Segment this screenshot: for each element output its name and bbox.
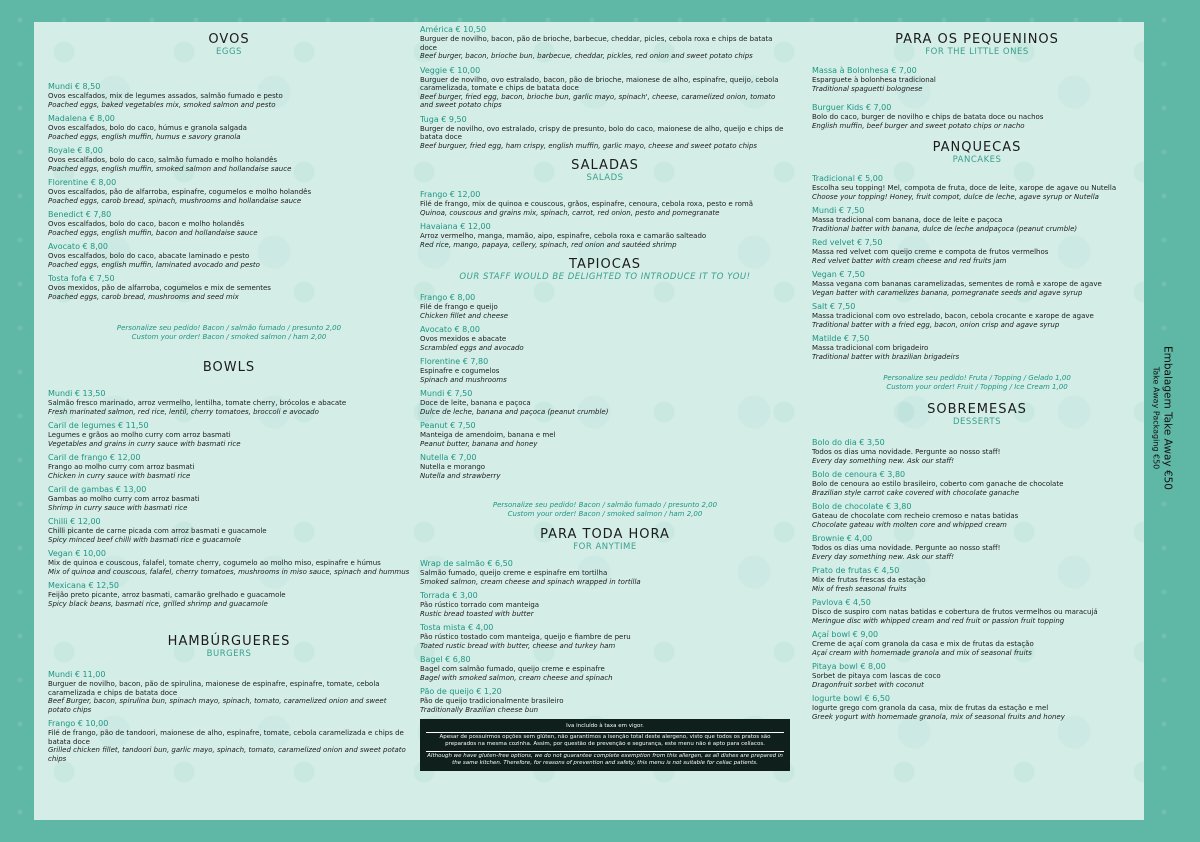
section-title: BOWLS <box>202 360 256 375</box>
item-name: Bagel € 6,80 <box>420 655 471 664</box>
section-burgers <box>48 634 410 763</box>
item-description: Bolo do caco, burger de novilho e chips de batata doce ou nachos <box>812 113 1044 121</box>
menu-item <box>48 389 410 416</box>
item-description-en: Fresh marinated salmon, red rice, lentil, cherry tomatoes, broccoli e avocado <box>48 407 319 416</box>
item-description-en: Every day something new. Ask our staff! <box>812 456 955 465</box>
item-description-en: Vegetables and grains in curry sauce with basmati rice <box>48 439 241 448</box>
item-name: Frango € 12,00 <box>420 190 481 199</box>
item-description-en: Meringue disc with whipped cream and red fruit or passion fruit topping <box>812 616 1065 625</box>
menu-item <box>812 566 1142 593</box>
item-description-en: Choose your topping! Honey, fruit compot, dulce de leche, agave syrup or Nutella <box>812 192 1099 201</box>
item-description-en: Bagel with smoked salmon, cream cheese and spinach <box>420 673 613 682</box>
menu-item <box>48 670 410 714</box>
column-left <box>48 32 410 768</box>
item-name: Red velvet € 7,50 <box>812 238 883 247</box>
item-description: Legumes e grãos ao molho curry com arroz basmati <box>48 431 231 439</box>
menu-item <box>420 591 790 618</box>
item-description-en: Toated rustic bread with butter, cheese and turkey ham <box>420 641 616 650</box>
item-description-en: Vegan batter with caramelizes banana, pomegranate seeds and agave syrup <box>812 288 1083 297</box>
item-description: Ovos escalfados, bolo do caco, salmão fumado e molho holandês <box>48 156 278 164</box>
section-burgers-cont <box>420 25 790 150</box>
item-description-en: Shrimp in curry sauce with basmati rice <box>48 503 188 512</box>
item-description-en: Smoked salmon, cream cheese and spinach wrapped in tortilla <box>420 577 641 586</box>
item-description: Manteiga de amendoim, banana e mel <box>420 431 556 439</box>
menu-item <box>812 206 1142 233</box>
item-name: Massa à Bolonhesa € 7,00 <box>812 66 917 75</box>
item-description: Burguer de novilho, bacon, pão de spirulina, maionese de espinafre, espinafre, tomate, cebola caramelizada e chips de batata doce <box>48 680 380 697</box>
item-description: Feijão preto picante, arroz basmati, camarão grelhado e guacamole <box>48 591 286 599</box>
item-name: Avocato € 8,00 <box>48 242 108 251</box>
item-name: Salt € 7,50 <box>812 302 856 311</box>
item-name: Vegan € 10,00 <box>48 549 106 558</box>
item-description-en: Grilled chicken fillet, tandoori bun, garlic mayo, spinach, tomato, caramelized onion and sweet potato chips <box>48 746 406 763</box>
item-name: Benedict € 7,80 <box>48 210 112 219</box>
item-description-en: Chocolate gateau with molten core and whipped cream <box>812 520 1007 529</box>
item-name: Açaí bowl € 9,00 <box>812 630 879 639</box>
item-description-en: Açaí cream with homemade granola and mix of seasonal fruits <box>812 648 1032 657</box>
item-description: Massa tradicional com brigadeiro <box>812 344 929 352</box>
item-description: Gambas ao molho curry com arroz basmati <box>48 495 200 503</box>
item-description: Salmão fresco marinado, arroz vermelho, lentilha, tomate cherry, brócolos e abacate <box>48 399 347 407</box>
item-description: Burguer de novilho, bacon, pão de brioche, barbecue, cheddar, picles, cebola roxa e chips de batata doce <box>420 35 773 52</box>
item-description-en: Beef burger, fried egg, bacon, brioche bun, garlic mayo, spinach', cheese, caramelized onion, tomato and sweet potato chips <box>420 92 776 109</box>
item-description-en: Peanut butter, banana and honey <box>420 439 538 448</box>
menu-item <box>812 534 1142 561</box>
menu-item <box>48 485 410 512</box>
item-description: Creme de açaí com granola da casa e mix de frutas da estação <box>812 640 1034 648</box>
section-subtitle: BURGERS <box>206 649 252 659</box>
menu-item <box>812 630 1142 657</box>
menu-item <box>48 517 410 544</box>
item-name: Chilli € 12,00 <box>48 517 101 526</box>
item-description: Ovos escalfados, bolo do caco, abacate laminado e pesto <box>48 252 250 260</box>
menu-item <box>812 334 1142 361</box>
item-name: Florentine € 8,00 <box>48 178 117 187</box>
item-description-en: Beef Burger, bacon, spirulina bun, spinach mayo, spinach, tomato, caramelized onion and sweet potato chips <box>48 697 387 714</box>
menu-item <box>48 146 410 173</box>
item-name: Bolo do dia € 3,50 <box>812 438 885 447</box>
item-description: Burguer de novilho, ovo estralado, bacon, pão de brioche, maionese de alho, espinafre, queijo, cebola caramelizada, tomate e chips de batata doce <box>420 75 779 92</box>
menu-item <box>420 115 790 151</box>
item-description-en: Poached eggs, english muffin, bacon and hollandaise sauce <box>48 228 258 237</box>
item-description: Ovos escalfados, bolo do caco, bacon e molho holandês <box>48 220 245 228</box>
section-subtitle: FOR ANYTIME <box>573 542 637 552</box>
item-description: Todos os dias uma novidade. Pergunte ao nosso staff! <box>812 544 1001 552</box>
menu-item <box>420 222 790 249</box>
item-description-en: Traditional spaguetti bolognese <box>812 84 923 93</box>
section-saladas <box>420 158 790 249</box>
item-description: Massa vegana com bananas caramelizadas, sementes de romã e xarope de agave <box>812 280 1102 288</box>
item-name: Tosta mista € 4,00 <box>420 623 494 632</box>
item-name: América € 10,50 <box>420 25 487 34</box>
menu-item <box>420 66 790 110</box>
menu-item <box>812 694 1142 721</box>
item-name: Vegan € 7,50 <box>812 270 865 279</box>
item-description-en: Brazilian style carrot cake covered with chocolate ganache <box>812 488 1020 497</box>
menu-item <box>812 502 1142 529</box>
menu-item <box>812 238 1142 265</box>
item-name: Prato de frutas € 4,50 <box>812 566 900 575</box>
item-description: Mix de quinoa e couscous, falafel, tomate cherry, cogumelo ao molho miso, espinafre e húmus <box>48 559 381 567</box>
section-sobremesas <box>812 402 1142 721</box>
item-name: Caril de legumes € 11,50 <box>48 421 149 430</box>
section-title: HAMBÚRGUERES <box>167 634 291 649</box>
item-name: Mundi € 13,50 <box>48 389 106 398</box>
item-name: Frango € 10,00 <box>48 719 109 728</box>
menu-item <box>812 302 1142 329</box>
item-description: Ovos escalfados, bolo do caco, húmus e granola salgada <box>48 124 247 132</box>
menu-item <box>420 357 790 384</box>
item-name: Bolo de cenoura € 3,80 <box>812 470 906 479</box>
section-subtitle: FOR THE LITTLE ONES <box>925 47 1029 57</box>
item-description-en: Traditional batter with a fried egg, bacon, onion crisp and agave syrup <box>812 320 1060 329</box>
item-description-en: Poached eggs, carob bread, spinach, mushrooms and hollandaise sauce <box>48 196 302 205</box>
section-title: PANQUECAS <box>932 140 1022 155</box>
item-description-en: Traditionally Brazilian cheese bun <box>420 705 539 714</box>
menu-item <box>420 389 790 416</box>
section-subtitle: EGGS <box>216 47 242 57</box>
item-description: Ovos escalfados, pão de alfarroba, espinafre, cogumelos e molho holandês <box>48 188 312 196</box>
menu-item <box>420 559 790 586</box>
item-description-en: Dragonfruit sorbet with coconut <box>812 680 924 689</box>
menu-item <box>48 453 410 480</box>
item-description: Escolha seu topping! Mel, compota de fruta, doce de leite, xarope de agave ou Nutella <box>812 184 1117 192</box>
menu-item <box>420 421 790 448</box>
custom-note-en: Custom your order! Fruit / Topping / Ice Cream 1,00 <box>886 383 1068 391</box>
section-title: SOBREMESAS <box>927 402 1027 417</box>
item-description-en: Spinach and mushrooms <box>420 375 507 384</box>
item-name: Veggie € 10,00 <box>420 65 481 75</box>
item-description: Espinafre e cogumelos <box>420 367 500 375</box>
item-description-en: Poached eggs, carob bread, mushrooms and seed mix <box>48 292 239 301</box>
item-description-en: Chicken in curry sauce with basmati rice <box>48 471 191 480</box>
menu-item <box>420 623 790 650</box>
item-description: Massa red velvet com queijo creme e compota de frutos vermelhos <box>812 248 1049 256</box>
item-description: Todos os dias uma novidade. Pergunte ao nosso staff! <box>812 448 1001 456</box>
item-description-en: Poached eggs, english muffin, smoked salmon and hollandaise sauce <box>48 164 292 173</box>
item-name: Tuga € 9,50 <box>420 114 467 124</box>
menu-item <box>420 190 790 217</box>
item-name: Mexicana € 12,50 <box>48 581 119 590</box>
menu-item <box>812 662 1142 689</box>
item-description: Pão rústico tostado com manteiga, queijo e fiambre de peru <box>420 633 631 641</box>
gluten-note-pt: Apesar de possuirmos opções sem glúten, não garantimos a isenção total deste alergeno, visto que todos os pratos são preparados na mesma cozinha. Assim, por questão de prevenção e segurança, este menu não é apto para celíacos. <box>426 734 784 752</box>
item-description: Gateau de chocolate com recheio cremoso e natas batidas <box>812 512 1019 520</box>
item-description: Pão rústico torrado com manteiga <box>420 601 540 609</box>
allergen-notice <box>420 719 790 771</box>
take-away-pt: Embalagem Take Away €50 <box>1161 346 1174 490</box>
item-name: Pavlova € 4,50 <box>812 598 871 607</box>
menu-item <box>420 293 790 320</box>
item-description: Arroz vermelho, manga, mamão, aipo, espinafre, cebola roxa e camarão salteado <box>420 232 707 240</box>
item-name: Peanut € 7,50 <box>420 421 476 430</box>
menu-item <box>420 25 790 61</box>
menu-item <box>48 581 410 608</box>
item-description: Bolo de cenoura ao estilo brasileiro, coberto com ganache de chocolate <box>812 480 1064 488</box>
item-name: Pitaya bowl € 8,00 <box>812 662 886 671</box>
menu-item <box>48 114 410 141</box>
item-name: Mundi € 7,50 <box>812 206 865 215</box>
custom-note: Personalize seu pedido! Bacon / salmão fumado / presunto 2,00 <box>492 501 718 509</box>
custom-note-en: Custom your order! Bacon / smoked salmon / ham 2,00 <box>507 510 703 518</box>
item-description-en: Rustic bread toasted with butter <box>420 609 534 618</box>
item-description: Filé de frango e queijo <box>420 303 498 311</box>
section-subtitle: PANCAKES <box>952 155 1002 165</box>
custom-note: Personalize seu pedido! Bacon / salmão fumado / presunto 2,00 <box>116 324 342 332</box>
item-description-en: Beef burger, bacon, brioche bun, barbecue, cheddar, pickles, red onion and sweet potato chips <box>420 52 753 60</box>
section-ovos <box>48 32 410 342</box>
item-description-en: Mix of quinoa and couscous, falafel, cherry tomatoes, mushrooms in miso sauce, spinach and hummus <box>48 567 410 576</box>
item-description: Burger de novilho, ovo estralado, crispy de presunto, bolo do caco, maionese de alho, queijo e chips de batata doce <box>420 124 784 141</box>
item-description: Sorbet de pitaya com lascas de coco <box>812 672 941 680</box>
menu-item <box>48 719 410 763</box>
item-description-en: Traditional batter with banana, dulce de leche andpaçoca (peanut crumble) <box>812 224 1078 233</box>
item-name: Bolo de chocolate € 3,80 <box>812 502 912 511</box>
section-subtitle: DESSERTS <box>953 417 1001 427</box>
section-subtitle: OUR STAFF WOULD BE DELIGHTED TO INTRODUCE IT TO YOU! <box>459 272 751 282</box>
item-name: Royale € 8,00 <box>48 146 103 155</box>
item-name: Pão de queijo € 1,20 <box>420 687 502 696</box>
vat-note: Iva incluído à taxa em vigor. <box>426 723 784 733</box>
menu-item <box>812 66 1142 93</box>
item-description-en: Dulce de leche, banana and paçoca (peanut crumble) <box>420 407 609 416</box>
section-tapiocas <box>420 257 790 519</box>
item-description-en: Poached eggs, english muffin, laminated avocado and pesto <box>48 260 260 269</box>
item-description: Filé de frango, pão de tandoori, maionese de alho, espinafre, tomate, cebola caramelizada e chips de batata doce <box>48 729 404 746</box>
menu-item <box>48 82 410 109</box>
item-description-en: Poached eggs, baked vegetables mix, smoked salmon and pesto <box>48 100 276 109</box>
item-description: Disco de suspiro com natas batidas e cobertura de frutos vermelhos ou maracujá <box>812 608 1098 616</box>
item-description-en: Poached eggs, english muffin, humus e savory granola <box>48 132 241 141</box>
menu-item <box>420 655 790 682</box>
menu-item <box>48 549 410 576</box>
menu-item <box>48 274 410 301</box>
item-description: Esparguete à bolonhesa tradicional <box>812 76 936 84</box>
section-subtitle: SALADS <box>586 173 624 183</box>
item-name: Avocato € 8,00 <box>420 325 480 334</box>
item-description: Doce de leite, banana e paçoca <box>420 399 531 407</box>
take-away-en: Take Away Packaging €50 <box>1151 366 1161 470</box>
section-toda-hora <box>420 527 790 714</box>
item-description: Pão de queijo tradicionalmente brasileiro <box>420 697 564 705</box>
section-title: TAPIOCAS <box>569 257 641 272</box>
section-title: PARA OS PEQUENINOS <box>895 32 1059 47</box>
item-description-en: Quinoa, couscous and grains mix, spinach, carrot, red onion, pesto and pomegranate <box>420 208 720 217</box>
menu-item <box>48 242 410 269</box>
section-bowls <box>48 360 410 608</box>
menu-item <box>420 325 790 352</box>
item-description-en: Chicken fillet and cheese <box>420 311 509 320</box>
column-right <box>812 32 1142 726</box>
item-name: Matilde € 7,50 <box>812 334 870 343</box>
section-title: PARA TODA HORA <box>540 527 670 542</box>
item-name: Florentine € 7,80 <box>420 357 489 366</box>
item-description: Salmão fumado, queijo creme e espinafre em tortilha <box>420 569 608 577</box>
section-title: OVOS <box>208 32 250 47</box>
item-description: Frango ao molho curry com arroz basmati <box>48 463 195 471</box>
item-description: Iogurte grego com granola da casa, mix de frutas da estação e mel <box>812 704 1049 712</box>
item-description-en: Mix of fresh seasonal fruits <box>812 584 907 593</box>
item-description-en: Scrambled eggs and avocado <box>420 343 524 352</box>
item-name: Brownie € 4,00 <box>812 534 873 543</box>
item-description-en: Every day something new. Ask our staff! <box>812 552 955 561</box>
menu-item <box>812 270 1142 297</box>
item-name: Havaiana € 12,00 <box>420 222 491 231</box>
item-description-en: English muffin, beef burger and sweet potato chips or nacho <box>812 121 1025 130</box>
item-name: Torrada € 3,00 <box>420 591 478 600</box>
item-name: Tradicional € 5,00 <box>812 174 883 183</box>
menu-item <box>48 421 410 448</box>
menu-item <box>420 687 790 714</box>
item-description-en: Red velvet batter with cream cheese and red fruits jam <box>812 256 1007 265</box>
item-name: Mundi € 7,50 <box>420 389 473 398</box>
item-name: Caril de gambas € 13,00 <box>48 485 147 494</box>
item-name: Nutella € 7,00 <box>420 453 477 462</box>
item-description: Mix de frutas frescas da estação <box>812 576 926 584</box>
item-description-en: Nutella and strawberry <box>420 471 501 480</box>
menu-item <box>812 470 1142 497</box>
item-name: Mundi € 8,50 <box>48 82 101 91</box>
item-description: Chilli picante de carne picada com arroz basmati e guacamole <box>48 527 267 535</box>
item-description-en: Traditional batter with brazilian brigadeirs <box>812 352 960 361</box>
item-description: Massa tradicional com banana, doce de leite e paçoca <box>812 216 1003 224</box>
menu-item <box>812 103 1142 130</box>
section-title: SALADAS <box>571 158 639 173</box>
column-middle <box>420 25 790 771</box>
item-description: Ovos escalfados, mix de legumes assados, salmão fumado e pesto <box>48 92 283 100</box>
menu-item <box>812 598 1142 625</box>
item-name: Wrap de salmão € 6,50 <box>420 559 513 568</box>
item-description: Bagel com salmão fumado, queijo creme e espinafre <box>420 665 605 673</box>
item-description: Filé de frango, mix de quinoa e couscous, grãos, espinafre, cenoura, cebola roxa, pesto e romã <box>420 200 753 208</box>
item-description-en: Spicy black beans, basmati rice, grilled shrimp and guacamole <box>48 599 268 608</box>
item-name: Madalena € 8,00 <box>48 114 115 123</box>
item-description-en: Greek yogurt with homemade granola, mix of seasonal fruits and honey <box>812 712 1065 721</box>
item-description-en: Beef burguer, fried egg, ham crispy, english muffin, garlic mayo, cheese and sweet potato chips <box>420 141 758 150</box>
item-description-en: Red rice, mango, papaya, cellery, spinach, red onion and sautéed shrimp <box>420 240 677 249</box>
item-description: Nutella e morango <box>420 463 486 471</box>
item-description-en: Spicy minced beef chilli with basmati rice e guacamole <box>48 535 241 544</box>
item-name: Caril de frango € 12,00 <box>48 453 141 462</box>
item-description: Ovos mexidos e abacate <box>420 335 507 343</box>
item-name: Mundi € 11,00 <box>48 670 106 679</box>
custom-note-en: Custom your order! Bacon / smoked salmon / ham 2,00 <box>131 333 327 341</box>
menu-item <box>48 178 410 205</box>
item-name: Iogurte bowl € 6,50 <box>812 694 891 703</box>
take-away-note <box>1147 338 1177 498</box>
custom-note: Personalize seu pedido! Fruta / Topping / Gelado 1,00 <box>883 374 1071 382</box>
section-pequeninos <box>812 32 1142 130</box>
menu-item <box>812 174 1142 201</box>
menu-panel <box>34 22 1144 820</box>
item-description: Massa tradicional com ovo estrelado, bacon, cebola crocante e xarope de agave <box>812 312 1094 320</box>
section-panquecas <box>812 140 1142 392</box>
menu-item <box>420 453 790 480</box>
item-name: Frango € 8,00 <box>420 293 476 302</box>
item-description: Ovos mexidos, pão de alfarroba, cogumelos e mix de sementes <box>48 284 271 292</box>
gluten-note-en: Although we have gluten-free options, we do not guarantee complete exemption from this allergen, as all dishes are prepared in the same kitchen. Therefore, for reasons of prevention and safety, this menu is not suitable for celiac patients. <box>427 753 783 766</box>
menu-item <box>812 438 1142 465</box>
item-name: Burguer Kids € 7,00 <box>812 103 892 112</box>
item-name: Tosta fofa € 7,50 <box>48 274 115 283</box>
menu-item <box>48 210 410 237</box>
